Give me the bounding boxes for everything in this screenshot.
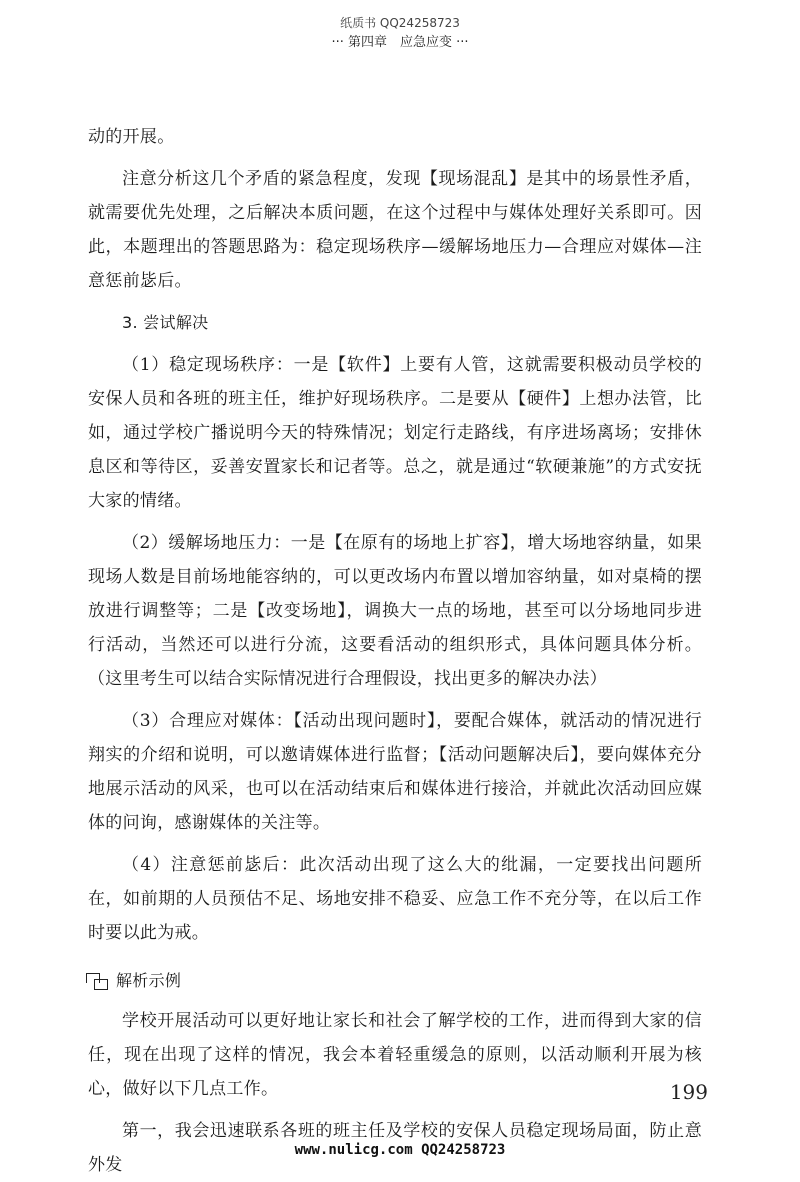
paragraph-step-4: （4）注意惩前毖后：此次活动出现了这么大的纰漏，一定要找出问题所在，如前期的人员预估不足、场地安排不稳妥、应急工作不充分等，在以后工作时要以此为戒。 — [88, 855, 702, 943]
analysis-icon — [86, 973, 108, 989]
paragraph-step-2: （2）缓解场地压力：一是【在原有的场地上扩容】，增大场地容纳量，如果现场人数是目前场地能容纳的，可以更改场内布置以增加容纳量，如对桌椅的摆放进行调整等；二是【改变场地】，调换大一点的场地，甚至可以分场地同步进行活动，当然还可以进行分流，这要看活动的组织形式，具体问题具体分析。（这里考生可以结合实际情况进行合理假设，找出更多的解决办法） — [88, 533, 702, 689]
paragraph-analysis: 注意分析这几个矛盾的紧急程度，发现【现场混乱】是其中的场景性矛盾，就需要优先处理，之后解决本质问题，在这个过程中与媒体处理好关系即可。因此，本题理出的答题思路为：稳定现场秩序—缓解场地压力—合理应对媒体—注意惩前毖后。 — [88, 169, 702, 291]
watermark-text: 纸质书 QQ24258723 — [340, 16, 460, 30]
section-heading-try-solve: 3. 尝试解决 — [122, 313, 209, 332]
page-number: 199 — [669, 1080, 708, 1104]
running-header: ··· 第四章 应急应变 ··· — [331, 35, 469, 50]
footer-url: www.nulicg.com QQ24258723 — [294, 1142, 506, 1158]
paragraph-example-intro: 学校开展活动可以更好地让家长和社会了解学校的工作，进而得到大家的信任，现在出现了这样的情况，我会本着轻重缓急的原则，以活动顺利开展为核心，做好以下几点工作。 — [88, 1011, 702, 1099]
analysis-example-title: 解析示例 — [116, 971, 182, 990]
paragraph-step-1: （1）稳定现场秩序：一是【软件】上要有人管，这就需要积极动员学校的安保人员和各班的班主任，维护好现场秩序。二是要从【硬件】上想办法管，比如，通过学校广播说明今天的特殊情况；划定行走路线，有序进场离场；安排休息区和等待区，妥善安置家长和记者等。总之，就是通过“软硬兼施”的方式安抚大家的情绪。 — [88, 355, 702, 511]
paragraph-example-first: 第一，我会迅速联系各班的班主任及学校的安保人员稳定现场局面，防止意外发 — [88, 1121, 702, 1175]
analysis-example-heading — [86, 964, 702, 998]
paragraph-step-3: （3）合理应对媒体：【活动出现问题时】，要配合媒体，就活动的情况进行翔实的介绍和说明，可以邀请媒体进行监督；【活动问题解决后】，要向媒体充分地展示活动的风采，也可以在活动结束后和媒体进行接洽，并就此次活动回应媒体的问询，感谢媒体的关注等。 — [88, 711, 702, 833]
paragraph-continued: 动的开展。 — [88, 127, 175, 147]
body-text — [88, 120, 702, 1182]
